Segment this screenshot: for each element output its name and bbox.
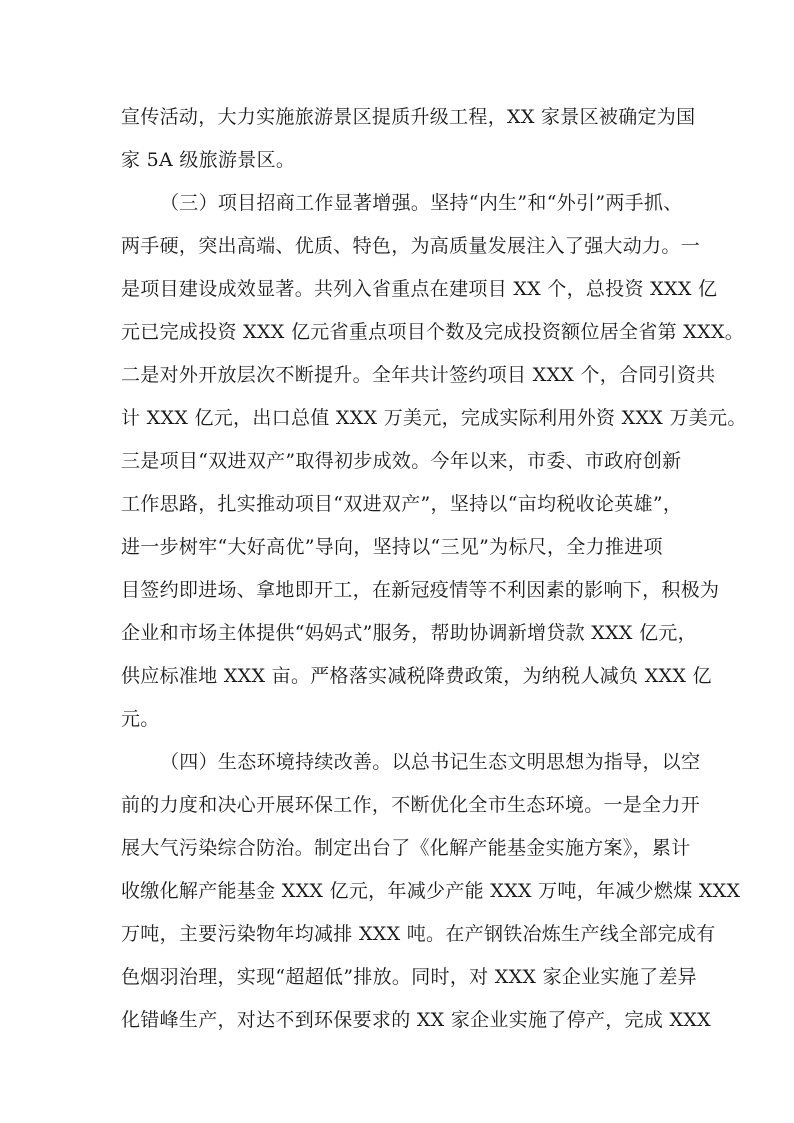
section-heading-line: （四）生态环境持续改善。以总书记生态文明思想为指导，以空 [160, 751, 701, 773]
text-line: 前的力度和决心开展环保工作，不断优化全市生态环境。一是全力开 [121, 794, 701, 816]
text-line: 目签约即进场、拿地即开工，在新冠疫情等不利因素的影响下，积极为 [121, 579, 720, 601]
text-line: 是项目建设成效显著。共列入省重点在建项目 XX 个，总投资 XXX 亿 [121, 278, 718, 300]
text-line: 二是对外开放层次不断提升。全年共计签约项目 XXX 个，合同引资共 [121, 364, 716, 386]
text-line: 工作思路，扎实推动项目“双进双产”，坚持以“亩均税收论英雄”， [121, 493, 683, 515]
text-line: 元已完成投资 XXX 亿元省重点项目个数及完成投资额位居全省第 XXX。 [121, 321, 745, 343]
section-heading-line: （三）项目招商工作显著增强。坚持“内生”和“外引”两手抓、 [160, 192, 683, 214]
text-line: 计 XXX 亿元，出口总值 XXX 万美元，完成实际利用外资 XXX 万美元。 [121, 407, 747, 429]
text-line: 色烟羽治理，实现“超超低”排放。同时，对 XXX 家企业实施了差异 [121, 966, 697, 988]
text-line: 收缴化解产能基金 XXX 亿元，年减少产能 XXX 万吨，年减少燃煤 XXX [121, 880, 741, 902]
text-line: 化错峰生产，对达不到环保要求的 XX 家企业实施了停产，完成 XXX [121, 1009, 711, 1031]
text-line: 进一步树牢“大好高优”导向，坚持以“三见”为标尺，全力推进项 [121, 536, 663, 558]
text-line: 企业和市场主体提供“妈妈式”服务，帮助协调新增贷款 XXX 亿元， [121, 622, 697, 644]
text-line: 家 5A 级旅游景区。 [121, 149, 296, 171]
text-line: 元。 [121, 708, 160, 730]
text-line: 两手硬，突出高端、优质、特色，为高质量发展注入了强大动力。一 [121, 235, 701, 257]
text-line: 三是项目“双进双产”取得初步成效。今年以来，市委、市政府创新 [121, 450, 682, 472]
text-line: 供应标准地 XXX 亩。严格落实减税降费政策，为纳税人减负 XXX 亿 [121, 665, 712, 687]
text-line: 展大气污染综合防治。制定出台了《化解产能基金实施方案》，累计 [121, 837, 691, 859]
text-line: 宣传活动，大力实施旅游景区提质升级工程，XX 家景区被确定为国 [121, 106, 696, 128]
text-line: 万吨，主要污染物年均减排 XXX 吨。在产钢铁冶炼生产线全部完成有 [121, 923, 716, 945]
